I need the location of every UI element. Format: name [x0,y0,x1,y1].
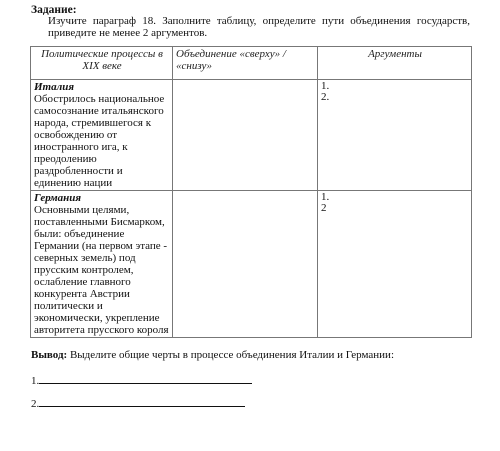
conclusion-label: Вывод: [31,349,68,361]
answer-line-2[interactable]: 2. [31,396,245,410]
germany-argument-2: 2 [321,202,327,214]
country-name-italy: Италия [34,81,75,93]
header-arguments: Аргументы [318,47,472,80]
header-political-processes: Политические процессы в XIX веке [31,47,173,80]
answer-line-1[interactable]: 1. [31,373,252,387]
cell-italy-arguments[interactable] [318,80,472,191]
unification-table [30,46,472,338]
answer-blank-2[interactable] [39,396,245,407]
answer-blank-1[interactable] [39,373,252,384]
cell-italy-process [31,80,173,191]
conclusion-prompt [31,349,394,361]
germany-description: Основными целями, поставленными Бисмарком, были: объединение Германии (на первом этапе - северных земель) под прусским контролем, ослабление главного конкурента Австрии политически и экономически, укрепление авторитета прусского короля [34,204,169,336]
task-title: Задание: [31,4,77,16]
country-name-germany: Германия [34,192,82,204]
table-row-italy [31,80,472,191]
italy-description: Обострилось национальное самосознание итальянского народа, стремившегося к освобождению от иностранного ига, к преодолению раздробленности и единению нации [34,93,165,189]
table-header-row [31,47,472,80]
cell-germany-unification[interactable] [173,191,318,338]
cell-italy-unification[interactable] [173,80,318,191]
conclusion-text: Выделите общие черты в процессе объединения Италии и Германии: [67,349,395,361]
header-unification-type: Объединение «сверху» / «снизу» [173,47,318,80]
table-row-germany [31,191,472,338]
italy-argument-1: 1. [321,80,330,92]
cell-germany-process [31,191,173,338]
germany-argument-1: 1. [321,191,330,203]
italy-argument-2: 2. [321,91,330,103]
task-instructions: Изучите параграф 18. Заполните таблицу, определите пути объединения государств, приведите не менее 2 аргументов. [48,15,470,39]
cell-germany-arguments[interactable] [318,191,472,338]
